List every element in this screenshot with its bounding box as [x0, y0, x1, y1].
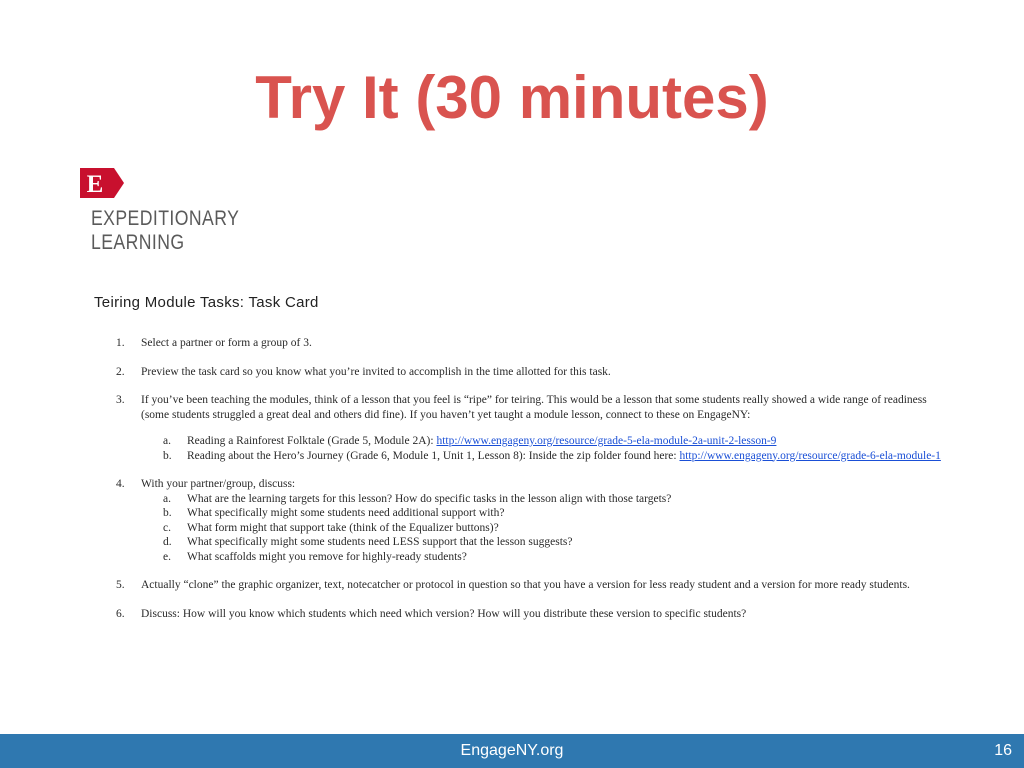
sub-item — [163, 506, 956, 521]
grade-5-module-link[interactable]: http://www.engageny.org/resource/grade-5-ela-module-2a-unit-2-lesson-9 — [436, 435, 777, 447]
item-number: 5. — [116, 579, 125, 591]
sub-item-letter: a. — [163, 435, 171, 447]
list-item — [116, 393, 956, 463]
item-text: Preview the task card so you know what you’re invited to accomplish in the time allotted for this task. — [141, 365, 611, 378]
sub-item-text: What form might that support take (think of the Equalizer buttons)? — [187, 521, 499, 534]
sub-list — [141, 434, 956, 463]
sub-item-text: What scaffolds might you remove for highly-ready students? — [187, 550, 467, 563]
sub-item — [163, 492, 956, 507]
list-item — [116, 365, 956, 380]
sub-item — [163, 449, 956, 464]
item-text: If you’ve been teaching the modules, think of a lesson that you feel is “ripe” for teiring. This would be a lesson that some students really showed a wide range of readiness (some students struggled a great deal and others did fine). If you haven’t yet taught a module lesson, connect to these on EngageNY: — [141, 394, 927, 421]
sub-item — [163, 535, 956, 550]
logo-mark-letter: E — [86, 171, 104, 198]
item-text: Select a partner or form a group of 3. — [141, 337, 312, 349]
sub-list — [141, 492, 956, 565]
sub-item-text: Reading a Rainforest Folktale (Grade 5, Module 2A): — [187, 435, 437, 447]
list-item — [116, 578, 956, 593]
item-number: 6. — [116, 607, 125, 620]
footer-site-name: EngageNY.org — [460, 742, 564, 759]
sub-item — [163, 550, 956, 565]
sub-item — [163, 521, 956, 536]
slide-title: Try It (30 minutes) — [255, 64, 769, 131]
sub-item-letter: d. — [163, 536, 172, 548]
logo-wordmark — [91, 207, 239, 255]
sub-item-text: What specifically might some students need additional support with? — [187, 507, 505, 519]
sub-item-letter: a. — [163, 492, 171, 505]
item-text: With your partner/group, discuss: — [141, 478, 296, 490]
logo-line-1: EXPEDITIONARY — [91, 207, 240, 230]
footer-bar — [0, 734, 1024, 768]
sub-item-text: Reading about the Hero’s Journey (Grade 6, Module 1, Unit 1, Lesson 8): Inside the zip folder found here: — [187, 449, 680, 462]
sub-item-letter: b. — [163, 507, 172, 519]
item-number: 4. — [116, 478, 125, 490]
list-item — [116, 607, 956, 622]
list-item — [116, 336, 956, 351]
expeditionary-learning-logo-icon — [80, 168, 124, 198]
item-text: Actually “clone” the graphic organizer, text, notecatcher or protocol in question so that you have a version for less ready student and a version for more ready students. — [141, 579, 910, 591]
sub-item-text: What specifically might some students need LESS support that the lesson suggests? — [187, 536, 573, 548]
sub-item-text: What are the learning targets for this lesson? How do specific tasks in the lesson align with those targets? — [187, 492, 672, 505]
logo-line-2: LEARNING — [91, 231, 185, 254]
sub-item — [163, 434, 956, 449]
slide-page-number: 16 — [994, 742, 1012, 759]
item-number: 1. — [116, 337, 125, 349]
task-card-body — [116, 336, 956, 635]
grade-6-module-link[interactable]: http://www.engageny.org/resource/grade-6-ela-module-1 — [679, 449, 941, 462]
sub-item-letter: b. — [163, 449, 172, 462]
sub-item-letter: e. — [163, 550, 171, 563]
item-number: 2. — [116, 365, 125, 378]
item-number: 3. — [116, 394, 125, 406]
task-card-heading: Teiring Module Tasks: Task Card — [94, 294, 319, 311]
item-text: Discuss: How will you know which students which need which version? How will you distribute these version to specific students? — [141, 607, 747, 620]
sub-item-letter: c. — [163, 521, 171, 534]
list-item — [116, 477, 956, 564]
